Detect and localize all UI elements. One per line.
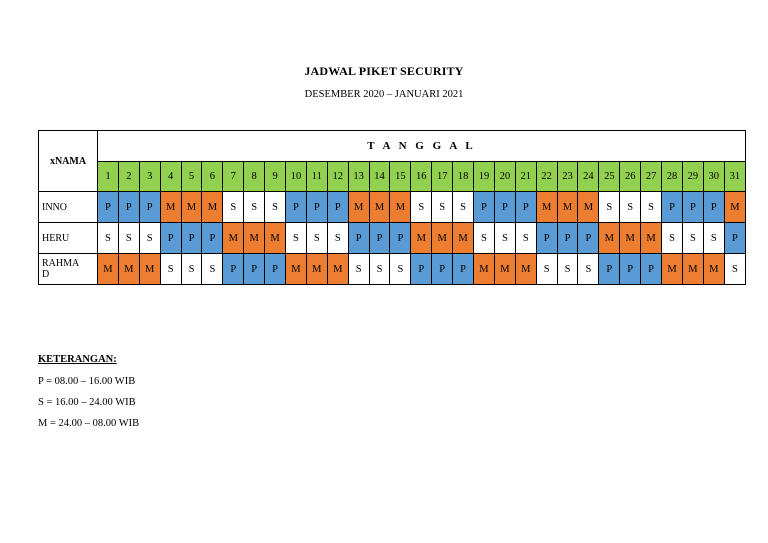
day-header-cell: 2 bbox=[118, 162, 139, 192]
shift-cell: M bbox=[348, 192, 369, 223]
shift-cell: P bbox=[724, 223, 745, 254]
shift-cell: M bbox=[265, 223, 286, 254]
shift-cell: P bbox=[390, 223, 411, 254]
shift-cell: M bbox=[662, 254, 683, 285]
shift-cell: P bbox=[515, 192, 536, 223]
shift-cell: P bbox=[703, 192, 724, 223]
shift-cell: S bbox=[160, 254, 181, 285]
day-header-cell: 16 bbox=[411, 162, 432, 192]
shift-cell: P bbox=[181, 223, 202, 254]
shift-cell: P bbox=[557, 223, 578, 254]
shift-cell: S bbox=[641, 192, 662, 223]
shift-cell: M bbox=[98, 254, 119, 285]
day-header-cell: 22 bbox=[536, 162, 557, 192]
day-header-cell: 27 bbox=[641, 162, 662, 192]
shift-cell: P bbox=[662, 192, 683, 223]
shift-cell: S bbox=[432, 192, 453, 223]
legend-item: S = 16.00 – 24.00 WIB bbox=[38, 397, 136, 408]
shift-cell: S bbox=[515, 223, 536, 254]
shift-cell: S bbox=[98, 223, 119, 254]
shift-cell: M bbox=[139, 254, 160, 285]
day-header-cell: 1 bbox=[98, 162, 119, 192]
shift-cell: M bbox=[181, 192, 202, 223]
shift-cell: M bbox=[453, 223, 474, 254]
shift-cell: P bbox=[327, 192, 348, 223]
shift-cell: S bbox=[599, 192, 620, 223]
shift-cell: S bbox=[620, 192, 641, 223]
header-row bbox=[39, 131, 746, 162]
shift-cell: M bbox=[160, 192, 181, 223]
day-header-cell: 12 bbox=[327, 162, 348, 192]
day-header-cell: 31 bbox=[724, 162, 745, 192]
shift-cell: S bbox=[181, 254, 202, 285]
day-header-cell: 7 bbox=[223, 162, 244, 192]
shift-cell: M bbox=[557, 192, 578, 223]
shift-cell: S bbox=[244, 192, 265, 223]
shift-cell: S bbox=[682, 223, 703, 254]
shift-cell: M bbox=[515, 254, 536, 285]
shift-cell: M bbox=[118, 254, 139, 285]
shift-cell: P bbox=[536, 223, 557, 254]
day-header-cell: 8 bbox=[244, 162, 265, 192]
shift-cell: P bbox=[682, 192, 703, 223]
schedule-table bbox=[38, 130, 746, 285]
shift-cell: S bbox=[578, 254, 599, 285]
shift-cell: S bbox=[118, 223, 139, 254]
legend-title: KETERANGAN: bbox=[38, 354, 117, 365]
staff-name-cell: HERU bbox=[39, 223, 98, 254]
shift-cell: P bbox=[599, 254, 620, 285]
table-row bbox=[39, 254, 746, 285]
name-column-header: xNAMA bbox=[39, 131, 98, 192]
shift-cell: P bbox=[474, 192, 495, 223]
shift-cell: P bbox=[160, 223, 181, 254]
table-row bbox=[39, 223, 746, 254]
shift-cell: M bbox=[578, 192, 599, 223]
shift-cell: P bbox=[369, 223, 390, 254]
shift-cell: S bbox=[494, 223, 515, 254]
shift-cell: P bbox=[139, 192, 160, 223]
shift-cell: P bbox=[223, 254, 244, 285]
shift-cell: P bbox=[453, 254, 474, 285]
shift-cell: M bbox=[494, 254, 515, 285]
shift-cell: M bbox=[536, 192, 557, 223]
shift-cell: M bbox=[244, 223, 265, 254]
shift-cell: P bbox=[641, 254, 662, 285]
shift-cell: M bbox=[327, 254, 348, 285]
day-header-cell: 29 bbox=[682, 162, 703, 192]
shift-cell: P bbox=[348, 223, 369, 254]
legend-item: P = 08.00 – 16.00 WIB bbox=[38, 376, 136, 387]
shift-cell: M bbox=[620, 223, 641, 254]
shift-cell: M bbox=[474, 254, 495, 285]
shift-cell: P bbox=[202, 223, 223, 254]
shift-cell: P bbox=[411, 254, 432, 285]
shift-cell: P bbox=[98, 192, 119, 223]
day-header-cell: 26 bbox=[620, 162, 641, 192]
day-header-cell: 4 bbox=[160, 162, 181, 192]
shift-cell: S bbox=[139, 223, 160, 254]
shift-cell: S bbox=[327, 223, 348, 254]
page-subtitle: DESEMBER 2020 – JANUARI 2021 bbox=[304, 89, 464, 100]
day-header-cell: 13 bbox=[348, 162, 369, 192]
day-header-cell: 21 bbox=[515, 162, 536, 192]
shift-cell: M bbox=[202, 192, 223, 223]
shift-cell: S bbox=[453, 192, 474, 223]
shift-cell: S bbox=[369, 254, 390, 285]
day-header-cell: 15 bbox=[390, 162, 411, 192]
staff-name-cell: INNO bbox=[39, 192, 98, 223]
shift-cell: S bbox=[724, 254, 745, 285]
shift-cell: M bbox=[390, 192, 411, 223]
shift-cell: M bbox=[223, 223, 244, 254]
shift-cell: P bbox=[432, 254, 453, 285]
day-header-cell: 24 bbox=[578, 162, 599, 192]
shift-cell: M bbox=[703, 254, 724, 285]
shift-cell: M bbox=[369, 192, 390, 223]
shift-cell: M bbox=[599, 223, 620, 254]
legend-item: M = 24.00 – 08.00 WIB bbox=[38, 418, 140, 429]
shift-cell: M bbox=[286, 254, 307, 285]
day-header-cell: 30 bbox=[703, 162, 724, 192]
days-row bbox=[39, 162, 746, 192]
shift-cell: S bbox=[703, 223, 724, 254]
day-header-cell: 17 bbox=[432, 162, 453, 192]
shift-cell: M bbox=[724, 192, 745, 223]
day-header-cell: 28 bbox=[662, 162, 683, 192]
shift-cell: S bbox=[223, 192, 244, 223]
shift-cell: P bbox=[578, 223, 599, 254]
day-header-cell: 11 bbox=[306, 162, 327, 192]
shift-cell: S bbox=[557, 254, 578, 285]
shift-cell: P bbox=[244, 254, 265, 285]
table-row bbox=[39, 192, 746, 223]
shift-cell: S bbox=[474, 223, 495, 254]
shift-cell: P bbox=[286, 192, 307, 223]
day-header-cell: 19 bbox=[474, 162, 495, 192]
day-header-cell: 14 bbox=[369, 162, 390, 192]
day-header-cell: 9 bbox=[265, 162, 286, 192]
shift-cell: M bbox=[641, 223, 662, 254]
shift-cell: P bbox=[265, 254, 286, 285]
shift-cell: S bbox=[411, 192, 432, 223]
shift-cell: S bbox=[202, 254, 223, 285]
day-header-cell: 5 bbox=[181, 162, 202, 192]
shift-cell: S bbox=[662, 223, 683, 254]
shift-cell: M bbox=[432, 223, 453, 254]
shift-cell: P bbox=[118, 192, 139, 223]
day-header-cell: 25 bbox=[599, 162, 620, 192]
shift-cell: P bbox=[620, 254, 641, 285]
shift-cell: S bbox=[286, 223, 307, 254]
shift-cell: S bbox=[348, 254, 369, 285]
day-header-cell: 6 bbox=[202, 162, 223, 192]
shift-cell: P bbox=[306, 192, 327, 223]
shift-cell: M bbox=[682, 254, 703, 285]
day-header-cell: 23 bbox=[557, 162, 578, 192]
shift-cell: S bbox=[265, 192, 286, 223]
shift-cell: M bbox=[306, 254, 327, 285]
day-header-cell: 3 bbox=[139, 162, 160, 192]
date-group-header: T A N G G A L bbox=[98, 131, 746, 162]
shift-cell: S bbox=[536, 254, 557, 285]
shift-cell: P bbox=[494, 192, 515, 223]
page-title: JADWAL PIKET SECURITY bbox=[304, 64, 464, 78]
staff-name-cell: RAHMA D bbox=[39, 254, 98, 285]
day-header-cell: 18 bbox=[453, 162, 474, 192]
shift-cell: S bbox=[306, 223, 327, 254]
shift-cell: S bbox=[390, 254, 411, 285]
shift-cell: M bbox=[411, 223, 432, 254]
day-header-cell: 10 bbox=[286, 162, 307, 192]
day-header-cell: 20 bbox=[494, 162, 515, 192]
